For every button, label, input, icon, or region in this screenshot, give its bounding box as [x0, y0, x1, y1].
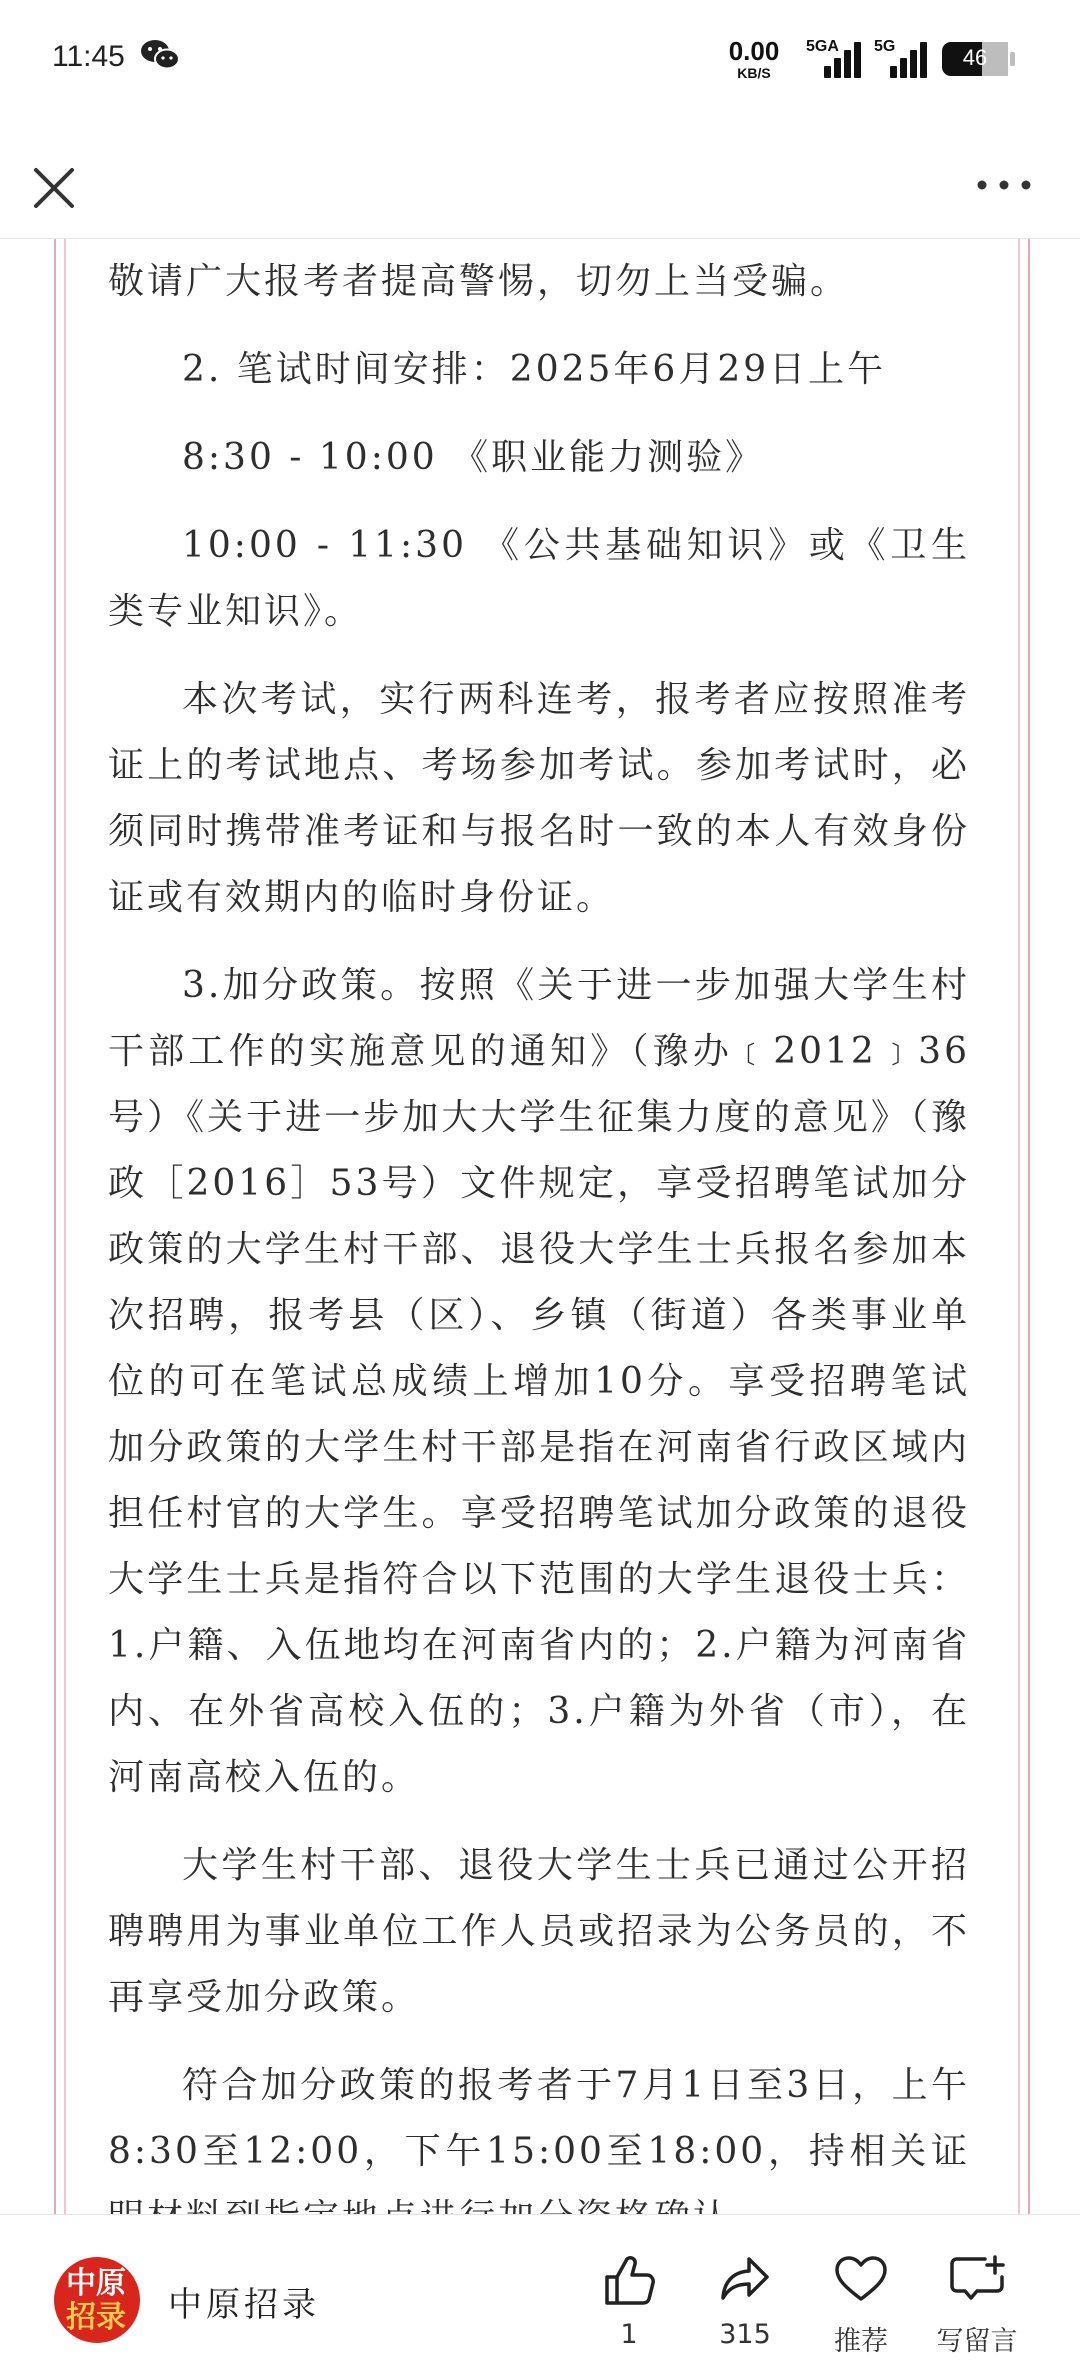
recommend-button[interactable] — [806, 2253, 916, 2358]
article-paragraph: 2. 笔试时间安排：2025年6月29日上午 — [182, 349, 887, 390]
heart-icon — [833, 2253, 889, 2307]
signal-5ga-icon — [806, 38, 866, 78]
battery-icon — [942, 42, 1008, 76]
article-paragraph: 8:30 - 10:00 《职业能力测验》 — [182, 437, 765, 478]
signal-5g-label: 5G — [874, 38, 896, 55]
logo-text-bottom: 招录 — [66, 2300, 126, 2335]
comment-label: 写留言 — [936, 2326, 1018, 2357]
signal-5g-icon — [874, 38, 934, 78]
share-icon — [717, 2253, 773, 2307]
account-logo[interactable] — [54, 2257, 140, 2343]
close-icon[interactable] — [26, 160, 82, 216]
nav-bar — [0, 120, 1080, 239]
battery-level: 46 — [962, 45, 988, 70]
article-paragraph: 敬请广大报考者提高警惕，切勿上当受骗。 — [108, 261, 850, 302]
account-name[interactable]: 中原招录 — [168, 2285, 320, 2325]
article-paragraph: 大学生村干部、退役大学生士兵已通过公开招聘聘用为事业单位工作人员或招录为公务员的，不再享受加分政策。 — [108, 1845, 970, 2018]
article-content — [108, 239, 970, 2251]
signal-5ga-label: 5GA — [806, 38, 839, 55]
like-count: 1 — [620, 2319, 638, 2350]
network-speed-value: 0.00 — [728, 36, 780, 66]
wechat-notification-icon — [140, 38, 180, 72]
status-time: 11:45 — [52, 40, 125, 73]
article-paragraph: 3.加分政策。按照《关于进一步加强大学生村干部工作的实施意见的通知》（豫办﹝2012﹞36号）《关于进一步加大大学生征集力度的意见》（豫政［2016］53号）文件规定，享受招聘笔试加分政策的大学生村干部、退役大学生士兵报名参加本次招聘，报考县（区）、乡镇（街道）各类事业单位的可在笔试总成绩上增加10分。享受招聘笔试加分政策的大学生村干部是指在河南省行政区域内担任村官的大学生。享受招聘笔试加分政策的退役大学生士兵是指符合以下范围的大学生退役士兵：1.户籍、入伍地均在河南省内的；2.户籍为河南省内、在外省高校入伍的；3.户籍为外省（市），在河南高校入伍的。 — [108, 965, 970, 1798]
article-paragraph: 本次考试，实行两科连考，报考者应按照准考证上的考试地点、考场参加考试。参加考试时，必须同时携带准考证和与报名时一致的本人有效身份证或有效期内的临时身份证。 — [108, 679, 970, 918]
network-speed-unit: KB/S — [737, 65, 771, 81]
bottom-bar — [0, 2214, 1080, 2377]
comment-add-icon — [947, 2253, 1007, 2307]
article-paragraph: 符合加分政策的报考者于7月1日至3日，上午8:30至12:00，下午15:00至18:00，持相关证 — [108, 2065, 970, 2172]
article-body[interactable] — [54, 239, 1030, 2214]
thumbs-up-icon — [601, 2253, 657, 2307]
write-comment-button[interactable] — [922, 2253, 1032, 2358]
like-button[interactable] — [574, 2253, 684, 2350]
recommend-label: 推荐 — [834, 2326, 888, 2357]
logo-text-top: 中原 — [66, 2266, 126, 2301]
share-button[interactable] — [690, 2253, 800, 2350]
network-speed — [722, 38, 786, 80]
more-options-icon[interactable] — [974, 170, 1034, 200]
article-paragraph: 10:00 - 11:30 《公共基础知识》或《卫生类专业知识》。 — [108, 525, 970, 632]
share-count: 315 — [719, 2319, 771, 2350]
status-bar — [0, 0, 1080, 120]
